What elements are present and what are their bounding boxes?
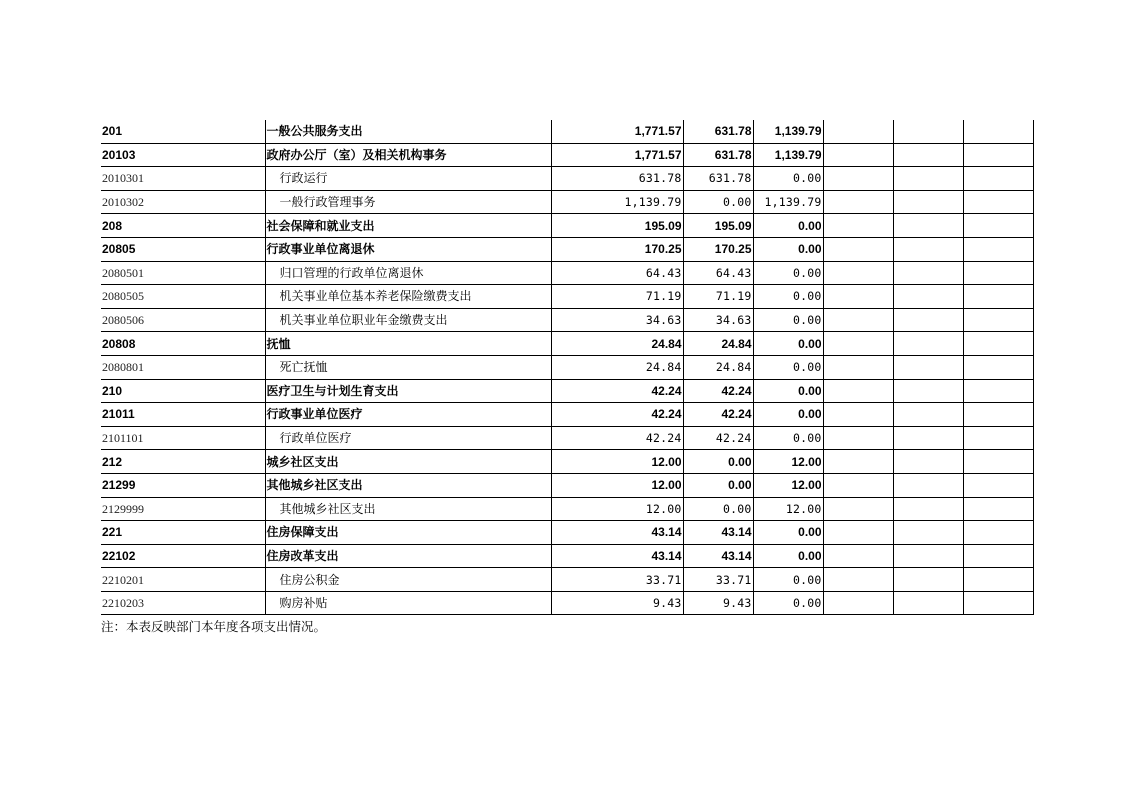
empty-cell xyxy=(963,426,1033,450)
total-amount-cell: 33.71 xyxy=(551,568,683,592)
empty-cell xyxy=(823,332,893,356)
table-row xyxy=(101,450,1033,474)
subject-code-cell: 20103 xyxy=(102,147,136,162)
subject-name-cell: 机关事业单位职业年金缴费支出 xyxy=(265,308,551,332)
empty-cell xyxy=(963,521,1033,545)
subject-code-cell: 2080501 xyxy=(102,265,144,280)
subject-name-cell: 住房改革支出 xyxy=(265,544,551,568)
empty-cell xyxy=(893,521,963,545)
project-expenditure-cell: 1,139.79 xyxy=(753,143,823,167)
empty-cell xyxy=(963,355,1033,379)
basic-expenditure-cell: 0.00 xyxy=(683,450,753,474)
subject-name-cell: 其他城乡社区支出 xyxy=(265,497,551,521)
subject-code-cell: 2210203 xyxy=(102,596,144,611)
empty-cell xyxy=(963,167,1033,191)
empty-cell xyxy=(963,190,1033,214)
subject-name-cell: 机关事业单位基本养老保险缴费支出 xyxy=(265,285,551,309)
empty-cell xyxy=(963,308,1033,332)
basic-expenditure-cell: 24.84 xyxy=(683,332,753,356)
subject-code-cell: 2210201 xyxy=(102,572,144,587)
total-amount-cell: 1,771.57 xyxy=(551,120,683,143)
empty-cell xyxy=(893,591,963,615)
table-row xyxy=(101,591,1033,615)
table-row xyxy=(101,143,1033,167)
project-expenditure-cell: 12.00 xyxy=(753,497,823,521)
empty-cell xyxy=(893,190,963,214)
table-row xyxy=(101,167,1033,191)
empty-cell xyxy=(823,403,893,427)
empty-cell xyxy=(963,332,1033,356)
basic-expenditure-cell: 71.19 xyxy=(683,285,753,309)
subject-code-cell: 20808 xyxy=(102,336,136,351)
empty-cell xyxy=(893,308,963,332)
subject-name-cell: 抚恤 xyxy=(265,332,551,356)
empty-cell xyxy=(893,120,963,143)
total-amount-cell: 12.00 xyxy=(551,473,683,497)
basic-expenditure-cell: 0.00 xyxy=(683,473,753,497)
table-row xyxy=(101,237,1033,261)
subject-code-cell: 2010301 xyxy=(102,171,144,186)
empty-cell xyxy=(963,591,1033,615)
empty-cell xyxy=(823,167,893,191)
empty-cell xyxy=(963,473,1033,497)
empty-cell xyxy=(823,120,893,143)
empty-cell xyxy=(963,120,1033,143)
total-amount-cell: 1,139.79 xyxy=(551,190,683,214)
basic-expenditure-cell: 195.09 xyxy=(683,214,753,238)
project-expenditure-cell: 0.00 xyxy=(753,521,823,545)
table-row xyxy=(101,426,1033,450)
basic-expenditure-cell: 64.43 xyxy=(683,261,753,285)
empty-cell xyxy=(893,497,963,521)
table-row xyxy=(101,332,1033,356)
empty-cell xyxy=(963,379,1033,403)
empty-cell xyxy=(893,167,963,191)
empty-cell xyxy=(893,568,963,592)
table-row xyxy=(101,261,1033,285)
subject-code-cell: 212 xyxy=(102,454,123,469)
project-expenditure-cell: 0.00 xyxy=(753,568,823,592)
total-amount-cell: 64.43 xyxy=(551,261,683,285)
subject-name-cell: 行政事业单位离退休 xyxy=(265,237,551,261)
empty-cell xyxy=(823,544,893,568)
table-row xyxy=(101,285,1033,309)
project-expenditure-cell: 0.00 xyxy=(753,285,823,309)
subject-name-cell: 行政事业单位医疗 xyxy=(265,403,551,427)
project-expenditure-cell: 0.00 xyxy=(753,591,823,615)
total-amount-cell: 42.24 xyxy=(551,426,683,450)
total-amount-cell: 195.09 xyxy=(551,214,683,238)
empty-cell xyxy=(963,403,1033,427)
subject-name-cell: 死亡抚恤 xyxy=(265,355,551,379)
empty-cell xyxy=(963,497,1033,521)
empty-cell xyxy=(823,308,893,332)
empty-cell xyxy=(893,214,963,238)
empty-cell xyxy=(893,426,963,450)
table-row xyxy=(101,521,1033,545)
project-expenditure-cell: 0.00 xyxy=(753,355,823,379)
subject-name-cell: 城乡社区支出 xyxy=(265,450,551,474)
project-expenditure-cell: 1,139.79 xyxy=(753,120,823,143)
empty-cell xyxy=(893,285,963,309)
project-expenditure-cell: 1,139.79 xyxy=(753,190,823,214)
project-expenditure-cell: 0.00 xyxy=(753,332,823,356)
total-amount-cell: 9.43 xyxy=(551,591,683,615)
table-row xyxy=(101,473,1033,497)
empty-cell xyxy=(893,332,963,356)
table-row xyxy=(101,568,1033,592)
basic-expenditure-cell: 43.14 xyxy=(683,521,753,545)
table-body xyxy=(101,120,1033,615)
empty-cell xyxy=(823,568,893,592)
empty-cell xyxy=(893,143,963,167)
basic-expenditure-cell: 631.78 xyxy=(683,167,753,191)
basic-expenditure-cell: 42.24 xyxy=(683,426,753,450)
empty-cell xyxy=(893,261,963,285)
empty-cell xyxy=(823,237,893,261)
subject-code-cell: 2080506 xyxy=(102,313,144,328)
subject-code-cell: 21011 xyxy=(102,407,135,422)
basic-expenditure-cell: 0.00 xyxy=(683,497,753,521)
subject-name-cell: 一般公共服务支出 xyxy=(265,120,551,143)
total-amount-cell: 34.63 xyxy=(551,308,683,332)
empty-cell xyxy=(893,473,963,497)
empty-cell xyxy=(823,473,893,497)
subject-code-cell: 20805 xyxy=(102,242,136,257)
empty-cell xyxy=(893,237,963,261)
empty-cell xyxy=(893,403,963,427)
empty-cell xyxy=(963,237,1033,261)
project-expenditure-cell: 0.00 xyxy=(753,261,823,285)
empty-cell xyxy=(963,214,1033,238)
subject-code-cell: 21299 xyxy=(102,478,136,493)
table-row xyxy=(101,355,1033,379)
basic-expenditure-cell: 33.71 xyxy=(683,568,753,592)
project-expenditure-cell: 0.00 xyxy=(753,308,823,332)
subject-name-cell: 行政运行 xyxy=(265,167,551,191)
empty-cell xyxy=(963,285,1033,309)
basic-expenditure-cell: 631.78 xyxy=(683,120,753,143)
empty-cell xyxy=(963,143,1033,167)
project-expenditure-cell: 0.00 xyxy=(753,379,823,403)
subject-code-cell: 2080801 xyxy=(102,360,144,375)
table-row xyxy=(101,190,1033,214)
subject-name-cell: 其他城乡社区支出 xyxy=(265,473,551,497)
subject-code-cell: 210 xyxy=(102,383,123,398)
table-row xyxy=(101,544,1033,568)
table-row xyxy=(101,120,1033,143)
empty-cell xyxy=(893,379,963,403)
table-row xyxy=(101,403,1033,427)
empty-cell xyxy=(963,568,1033,592)
basic-expenditure-cell: 43.14 xyxy=(683,544,753,568)
subject-name-cell: 行政单位医疗 xyxy=(265,426,551,450)
total-amount-cell: 1,771.57 xyxy=(551,143,683,167)
empty-cell xyxy=(823,285,893,309)
subject-name-cell: 医疗卫生与计划生育支出 xyxy=(265,379,551,403)
empty-cell xyxy=(963,261,1033,285)
table-row xyxy=(101,308,1033,332)
empty-cell xyxy=(823,426,893,450)
subject-code-cell: 22102 xyxy=(102,548,136,563)
basic-expenditure-cell: 34.63 xyxy=(683,308,753,332)
subject-name-cell: 住房保障支出 xyxy=(265,521,551,545)
empty-cell xyxy=(963,544,1033,568)
subject-code-cell: 208 xyxy=(102,218,123,233)
empty-cell xyxy=(893,544,963,568)
total-amount-cell: 631.78 xyxy=(551,167,683,191)
table-row xyxy=(101,379,1033,403)
total-amount-cell: 42.24 xyxy=(551,379,683,403)
subject-name-cell: 一般行政管理事务 xyxy=(265,190,551,214)
subject-code-cell: 2080505 xyxy=(102,289,144,304)
project-expenditure-cell: 12.00 xyxy=(753,450,823,474)
empty-cell xyxy=(963,450,1033,474)
empty-cell xyxy=(823,261,893,285)
empty-cell xyxy=(823,190,893,214)
total-amount-cell: 170.25 xyxy=(551,237,683,261)
total-amount-cell: 12.00 xyxy=(551,450,683,474)
empty-cell xyxy=(893,450,963,474)
subject-name-cell: 社会保障和就业支出 xyxy=(265,214,551,238)
total-amount-cell: 24.84 xyxy=(551,355,683,379)
project-expenditure-cell: 0.00 xyxy=(753,237,823,261)
subject-name-cell: 归口管理的行政单位离退休 xyxy=(265,261,551,285)
basic-expenditure-cell: 42.24 xyxy=(683,379,753,403)
empty-cell xyxy=(823,214,893,238)
empty-cell xyxy=(823,143,893,167)
subject-code-cell: 201 xyxy=(102,124,123,139)
total-amount-cell: 42.24 xyxy=(551,403,683,427)
basic-expenditure-cell: 170.25 xyxy=(683,237,753,261)
subject-code-cell: 2101101 xyxy=(102,431,144,446)
project-expenditure-cell: 12.00 xyxy=(753,473,823,497)
total-amount-cell: 12.00 xyxy=(551,497,683,521)
basic-expenditure-cell: 631.78 xyxy=(683,143,753,167)
empty-cell xyxy=(823,379,893,403)
total-amount-cell: 43.14 xyxy=(551,544,683,568)
empty-cell xyxy=(893,355,963,379)
basic-expenditure-cell: 9.43 xyxy=(683,591,753,615)
project-expenditure-cell: 0.00 xyxy=(753,403,823,427)
total-amount-cell: 71.19 xyxy=(551,285,683,309)
project-expenditure-cell: 0.00 xyxy=(753,544,823,568)
basic-expenditure-cell: 42.24 xyxy=(683,403,753,427)
subject-code-cell: 2010302 xyxy=(102,195,144,210)
project-expenditure-cell: 0.00 xyxy=(753,214,823,238)
empty-cell xyxy=(823,355,893,379)
subject-name-cell: 政府办公厅（室）及相关机构事务 xyxy=(265,143,551,167)
table-row xyxy=(101,497,1033,521)
empty-cell xyxy=(823,521,893,545)
empty-cell xyxy=(823,450,893,474)
subject-code-cell: 2129999 xyxy=(102,501,144,516)
total-amount-cell: 24.84 xyxy=(551,332,683,356)
project-expenditure-cell: 0.00 xyxy=(753,167,823,191)
basic-expenditure-cell: 0.00 xyxy=(683,190,753,214)
subject-code-cell: 221 xyxy=(102,525,123,540)
table-row xyxy=(101,214,1033,238)
total-amount-cell: 43.14 xyxy=(551,521,683,545)
table-note: 注：本表反映部门本年度各项支出情况。 xyxy=(101,619,327,634)
empty-cell xyxy=(823,497,893,521)
expenditure-table xyxy=(101,120,1034,615)
basic-expenditure-cell: 24.84 xyxy=(683,355,753,379)
subject-name-cell: 住房公积金 xyxy=(265,568,551,592)
empty-cell xyxy=(823,591,893,615)
project-expenditure-cell: 0.00 xyxy=(753,426,823,450)
subject-name-cell: 购房补贴 xyxy=(265,591,551,615)
